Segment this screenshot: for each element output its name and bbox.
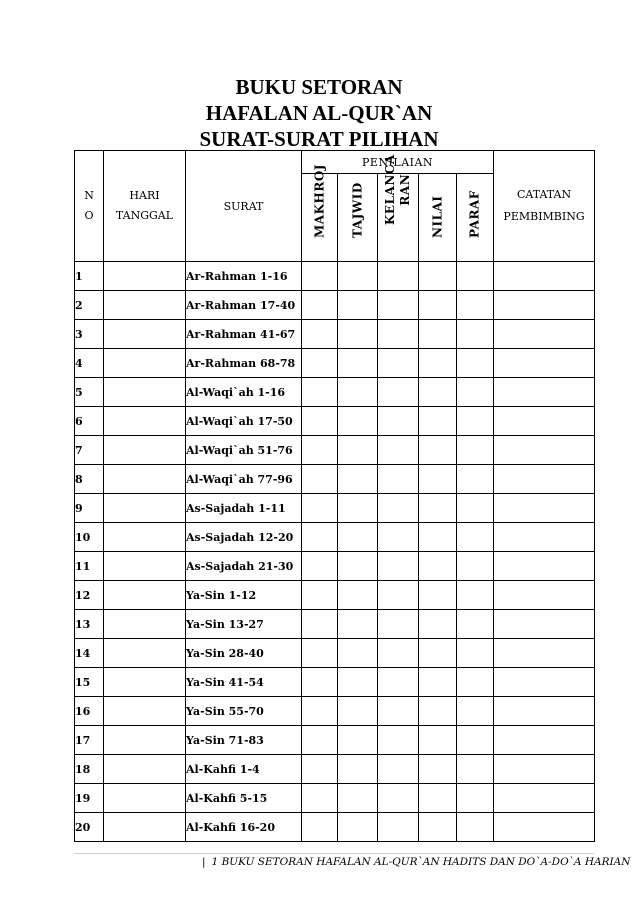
header-surat: SURAT [186,151,302,262]
row-number: 10 [75,523,104,552]
header-no-bottom: O [84,209,94,222]
surat-cell: Al-Waqi`ah 1-16 [186,378,302,407]
header-hari-tanggal [104,151,186,262]
makhroj-cell [302,436,338,465]
makhroj-cell [302,697,338,726]
tajwid-cell [338,291,378,320]
row-number: 1 [75,262,104,291]
row-number: 15 [75,668,104,697]
nilai-cell [419,726,457,755]
surat-cell: Ya-Sin 41-54 [186,668,302,697]
paraf-cell [457,610,494,639]
hari-tanggal-cell [104,639,186,668]
table-row [75,726,595,755]
paraf-cell [457,407,494,436]
paraf-cell [457,755,494,784]
nilai-cell [419,378,457,407]
kelancaran-cell [378,378,419,407]
table-row [75,291,595,320]
surat-cell: Ya-Sin 28-40 [186,639,302,668]
footer-page-number: 1 [211,856,219,868]
hari-tanggal-cell [104,755,186,784]
makhroj-cell [302,552,338,581]
makhroj-cell [302,262,338,291]
row-number: 8 [75,465,104,494]
header-kelancaran-line-2: RAN [398,173,412,206]
surat-cell: Al-Waqi`ah 17-50 [186,407,302,436]
tajwid-cell [338,610,378,639]
header-penilaian: PENILAIAN [302,151,494,174]
nilai-cell [419,697,457,726]
paraf-cell [457,813,494,842]
makhroj-cell [302,755,338,784]
table-row [75,581,595,610]
header-catatan-pembimbing [494,151,595,262]
catatan-cell [494,610,595,639]
catatan-cell [494,494,595,523]
kelancaran-cell [378,320,419,349]
tajwid-cell [338,320,378,349]
paraf-cell [457,639,494,668]
catatan-cell [494,813,595,842]
kelancaran-cell [378,262,419,291]
table-row [75,668,595,697]
kelancaran-cell [378,668,419,697]
nilai-cell [419,552,457,581]
header-nilai [419,174,457,262]
nilai-cell [419,668,457,697]
tajwid-cell [338,697,378,726]
makhroj-cell [302,813,338,842]
row-number: 6 [75,407,104,436]
paraf-cell [457,581,494,610]
tajwid-cell [338,378,378,407]
tajwid-cell [338,668,378,697]
tajwid-cell [338,494,378,523]
nilai-cell [419,581,457,610]
makhroj-cell [302,407,338,436]
catatan-cell [494,262,595,291]
kelancaran-cell [378,784,419,813]
row-number: 17 [75,726,104,755]
paraf-cell [457,262,494,291]
catatan-cell [494,523,595,552]
header-tanggal: TANGGAL [115,209,174,222]
kelancaran-cell [378,407,419,436]
table-row [75,610,595,639]
tajwid-cell [338,755,378,784]
header-tajwid-label: TAJWID [350,182,364,238]
header-no [75,151,104,262]
tajwid-cell [338,581,378,610]
catatan-cell [494,639,595,668]
row-number: 13 [75,610,104,639]
surat-cell: As-Sajadah 1-11 [186,494,302,523]
nilai-cell [419,784,457,813]
hari-tanggal-cell [104,436,186,465]
kelancaran-cell [378,755,419,784]
nilai-cell [419,639,457,668]
nilai-cell [419,494,457,523]
catatan-cell [494,349,595,378]
surat-cell: Ar-Rahman 41-67 [186,320,302,349]
paraf-cell [457,697,494,726]
table-row [75,262,595,291]
row-number: 2 [75,291,104,320]
hari-tanggal-cell [104,407,186,436]
makhroj-cell [302,668,338,697]
tajwid-cell [338,784,378,813]
makhroj-cell [302,581,338,610]
document-title-line-1: BUKU SETORAN [235,75,403,99]
surat-cell: Ya-Sin 71-83 [186,726,302,755]
table-row [75,755,595,784]
paraf-cell [457,552,494,581]
row-number: 19 [75,784,104,813]
catatan-cell [494,755,595,784]
surat-cell: Al-Kahfi 5-15 [186,784,302,813]
table-row [75,320,595,349]
table-row [75,407,595,436]
header-paraf [457,174,494,262]
paraf-cell [457,784,494,813]
hari-tanggal-cell [104,668,186,697]
makhroj-cell [302,465,338,494]
table-row [75,523,595,552]
nilai-cell [419,407,457,436]
hari-tanggal-cell [104,494,186,523]
table-row [75,552,595,581]
surat-cell: Al-Kahfi 1-4 [186,755,302,784]
makhroj-cell [302,784,338,813]
makhroj-cell [302,639,338,668]
catatan-cell [494,784,595,813]
makhroj-cell [302,523,338,552]
tajwid-cell [338,262,378,291]
nilai-cell [419,291,457,320]
kelancaran-cell [378,494,419,523]
tajwid-cell [338,726,378,755]
paraf-cell [457,436,494,465]
catatan-cell [494,407,595,436]
surat-cell: Al-Kahfi 16-20 [186,813,302,842]
hari-tanggal-cell [104,320,186,349]
hari-tanggal-cell [104,552,186,581]
kelancaran-cell [378,639,419,668]
table-row [75,378,595,407]
hari-tanggal-cell [104,523,186,552]
surat-cell: As-Sajadah 21-30 [186,552,302,581]
hari-tanggal-cell [104,262,186,291]
row-number: 18 [75,755,104,784]
paraf-cell [457,320,494,349]
table-row [75,697,595,726]
makhroj-cell [302,291,338,320]
row-number: 16 [75,697,104,726]
tajwid-cell [338,407,378,436]
kelancaran-cell [378,436,419,465]
kelancaran-cell [378,523,419,552]
tajwid-cell [338,552,378,581]
catatan-cell [494,552,595,581]
row-number: 5 [75,378,104,407]
row-number: 11 [75,552,104,581]
header-no-top: N [84,189,94,202]
hari-tanggal-cell [104,349,186,378]
page-footer [202,856,630,868]
surat-cell: Ar-Rahman 68-78 [186,349,302,378]
tajwid-cell [338,523,378,552]
catatan-cell [494,291,595,320]
paraf-cell [457,726,494,755]
surat-cell: Ya-Sin 13-27 [186,610,302,639]
paraf-cell [457,378,494,407]
row-number: 3 [75,320,104,349]
document-title-line-3: SURAT-SURAT PILIHAN [199,127,439,151]
hari-tanggal-cell [104,291,186,320]
nilai-cell [419,262,457,291]
kelancaran-cell [378,291,419,320]
nilai-cell [419,610,457,639]
hari-tanggal-cell [104,581,186,610]
row-number: 20 [75,813,104,842]
kelancaran-cell [378,697,419,726]
document-title-line-2: HAFALAN AL-QUR`AN [205,101,433,125]
makhroj-cell [302,726,338,755]
paraf-cell [457,494,494,523]
setoran-table [74,150,595,842]
tajwid-cell [338,465,378,494]
hari-tanggal-cell [104,610,186,639]
makhroj-cell [302,320,338,349]
catatan-cell [494,726,595,755]
surat-cell: Al-Waqi`ah 77-96 [186,465,302,494]
surat-cell: As-Sajadah 12-20 [186,523,302,552]
nilai-cell [419,523,457,552]
row-number: 4 [75,349,104,378]
nilai-cell [419,320,457,349]
hari-tanggal-cell [104,784,186,813]
surat-cell: Ya-Sin 1-12 [186,581,302,610]
makhroj-cell [302,494,338,523]
tajwid-cell [338,813,378,842]
nilai-cell [419,755,457,784]
header-makhroj [302,164,338,262]
table-row [75,639,595,668]
row-number: 12 [75,581,104,610]
makhroj-cell [302,349,338,378]
header-tajwid [338,174,378,262]
kelancaran-cell [378,813,419,842]
table-row [75,784,595,813]
catatan-cell [494,320,595,349]
table-row [75,349,595,378]
table-row [75,813,595,842]
kelancaran-cell [378,610,419,639]
hari-tanggal-cell [104,813,186,842]
table-row [75,436,595,465]
row-number: 14 [75,639,104,668]
header-hari: HARI [129,189,160,202]
header-pembimbing: PEMBIMBING [503,210,585,223]
hari-tanggal-cell [104,726,186,755]
paraf-cell [457,668,494,697]
paraf-cell [457,523,494,552]
kelancaran-cell [378,465,419,494]
nilai-cell [419,349,457,378]
row-number: 9 [75,494,104,523]
kelancaran-cell [378,726,419,755]
row-number: 7 [75,436,104,465]
header-kelancaran-line-1: KELANCA [383,154,397,225]
surat-cell: Ya-Sin 55-70 [186,697,302,726]
makhroj-cell [302,610,338,639]
header-paraf-label: PARAF [467,190,482,238]
header-kelancaran-label [383,154,413,225]
catatan-cell [494,465,595,494]
header-nilai-label: NILAI [430,195,444,238]
hari-tanggal-cell [104,697,186,726]
footer-divider [74,853,594,854]
footer-text: BUKU SETORAN HAFALAN AL-QUR`AN HADITS DAN DO`A-DO`A HARIAN [221,856,631,868]
hari-tanggal-cell [104,465,186,494]
kelancaran-cell [378,349,419,378]
makhroj-cell [302,378,338,407]
surat-cell: Al-Waqi`ah 51-76 [186,436,302,465]
tajwid-cell [338,349,378,378]
kelancaran-cell [378,552,419,581]
hari-tanggal-cell [104,378,186,407]
tajwid-cell [338,436,378,465]
surat-cell: Ar-Rahman 1-16 [186,262,302,291]
catatan-cell [494,378,595,407]
tajwid-cell [338,639,378,668]
paraf-cell [457,349,494,378]
catatan-cell [494,668,595,697]
header-catatan: CATATAN [516,188,572,201]
table-row [75,465,595,494]
paraf-cell [457,291,494,320]
catatan-cell [494,697,595,726]
nilai-cell [419,813,457,842]
catatan-cell [494,436,595,465]
catatan-cell [494,581,595,610]
surat-cell: Ar-Rahman 17-40 [186,291,302,320]
footer-separator: | [202,856,206,868]
paraf-cell [457,465,494,494]
table-row [75,494,595,523]
nilai-cell [419,465,457,494]
nilai-cell [419,436,457,465]
kelancaran-cell [378,581,419,610]
header-makhroj-label: MAKHROJ [312,164,326,238]
